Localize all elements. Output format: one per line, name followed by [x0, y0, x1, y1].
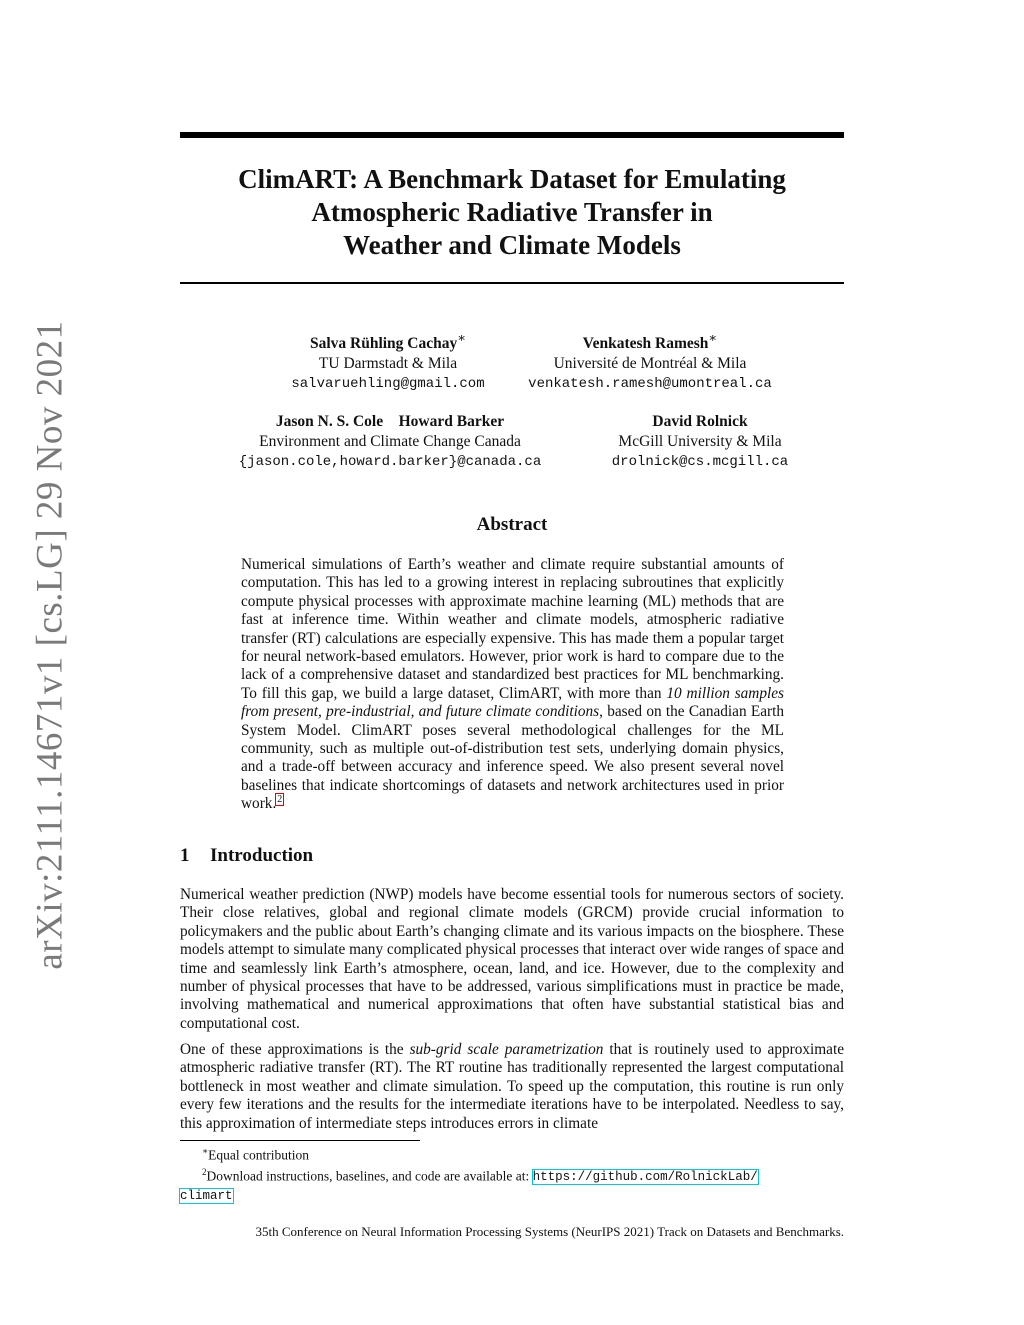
author-block-rolnick [580, 412, 820, 472]
title-line-1: ClimART: A Benchmark Dataset for Emulating [238, 164, 786, 194]
section-title: Introduction [210, 845, 314, 866]
title-top-rule [180, 132, 844, 138]
author-email[interactable]: salvaruehling@gmail.com [291, 376, 485, 393]
arxiv-stamp-text: arXiv:2111.14671v1 [cs.LG] 29 Nov 2021 [29, 320, 71, 970]
section-number: 1 [180, 845, 190, 866]
author-name: Jason N. S. Cole Howard Barker [275, 413, 505, 430]
intro-paragraph-1: Numerical weather prediction (NWP) models have become essential tools for numerous sectors of society. Their close relatives, global and regional climate models (GRCM) provide crucial information to policymakers and the public about Earth’s changing climate and its various impacts on the biosphere. These models attempt to simulate many complicated physical processes that interact over wide ranges of space and time and seamlessly link Earth’s atmosphere, ocean, land, and ice. However, due to the complexity and number of physical processes that have to be addressed, various simplifications must in practice be made, involving mathematical and numerical approximations that often have substantial statistical bias and computational cost. [180, 886, 844, 1032]
abstract-heading: Abstract [476, 514, 548, 535]
footnotes [180, 1143, 844, 1205]
intro-p2-emphasis: sub-grid scale parametrization [409, 1041, 604, 1058]
footnote-rule [180, 1140, 420, 1141]
title-line-3: Weather and Climate Models [343, 230, 681, 260]
author-name: Venkatesh Ramesh [582, 335, 709, 353]
author-name: David Rolnick [652, 413, 748, 430]
author-block-ramesh [500, 328, 800, 394]
author-name: Salva Rühling Cachay [309, 335, 458, 353]
title-line-2: Atmospheric Radiative Transfer in [311, 197, 713, 227]
equal-contribution-mark: ∗ [708, 330, 718, 345]
footnote-1-mark: ∗ [202, 1146, 209, 1156]
code-repo-link-continued[interactable]: climart [180, 1189, 233, 1203]
footnote-1 [180, 1143, 844, 1164]
footnote-2-link[interactable]: 2 [277, 794, 283, 806]
footnote-2 [180, 1164, 844, 1206]
abstract-emphasis: 10 million samples from present, pre-industrial, and future climate conditions [241, 684, 784, 721]
footnote-1-text: Equal contribution [208, 1147, 309, 1163]
author-email[interactable]: drolnick@cs.mcgill.ca [611, 454, 789, 470]
abstract-text-part-1: Numerical simulations of Earth’s weather and climate require substantial amounts of computation. This has led to a growing interest in replacing subroutines that explicitly compute physical processes with approximate machine learning (ML) methods that are fast at inference time. Within weather and climate models, atmospheric radiative transfer (RT) calculations are especially expensive. This has made them a popular target for neural network-based emulators. However, prior work is hard to compare due to the lack of a comprehensive dataset and standardized best practices for ML benchmarking. To fill this gap, we build a large dataset, ClimART, with more than [241, 556, 784, 702]
author-block-cole-barker [210, 412, 570, 472]
abstract-text [241, 556, 784, 814]
author-email[interactable]: venkatesh.ramesh@umontreal.ca [528, 376, 772, 393]
abstract-text-part-2: , based on the Canadian Earth System Model. ClimART poses several methodological challenges for the ML community, such as multiple out-of-distribution test sets, underlying domain physics, and a trade-off between accuracy and inference speed. We also present several novel baselines that indicate shortcomings of datasets and network architectures used in prior work. [241, 703, 785, 813]
author-affiliation: Environment and Climate Change Canada [259, 433, 521, 450]
footnote-2-text: Download instructions, baselines, and code are available at: [206, 1168, 533, 1183]
intro-p2-part-1: One of these approximations is the [180, 1041, 410, 1058]
code-repo-link[interactable]: https://github.com/RolnickLab/ [532, 1170, 758, 1184]
author-affiliation: McGill University & Mila [618, 433, 782, 450]
intro-paragraph-2 [180, 1041, 844, 1133]
paper-title [180, 163, 844, 262]
author-email[interactable]: {jason.cole,howard.barker}@canada.ca [238, 454, 542, 470]
author-affiliation: Université de Montréal & Mila [553, 355, 747, 373]
equal-contribution-mark: ∗ [457, 330, 467, 345]
section-heading-introduction [180, 845, 313, 867]
intro-p2-part-2: that is routinely used to approximate atmospheric radiative transfer (RT). The RT routine has traditionally represented the largest computational bottleneck in most weather and climate simulation. To speed up the computation, this routine is run only every few iterations and the results for the intermediate iterations have to be interpolated. Needless to say, this approximation of intermediate steps introduces errors in climate [180, 1041, 844, 1132]
footnote-2-mark: 2 [202, 1166, 207, 1177]
venue-footer: 35th Conference on Neural Information Processing Systems (NeurIPS 2021) Track on Datasets and Benchmarks. [255, 1224, 844, 1239]
title-bottom-rule [180, 282, 844, 284]
author-affiliation: TU Darmstadt & Mila [318, 355, 458, 373]
